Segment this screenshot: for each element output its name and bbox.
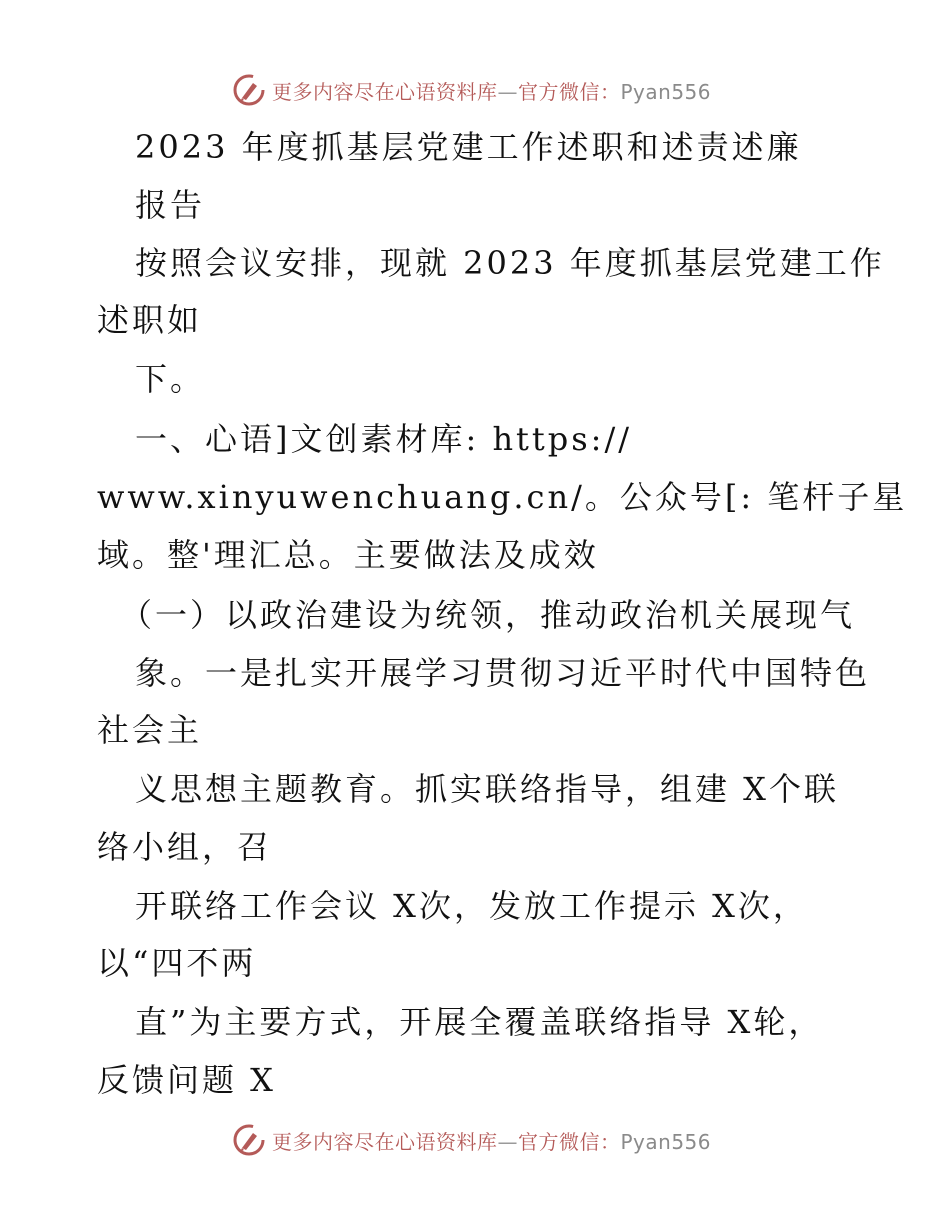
paragraph-line: www.xinyuwenchuang.cn/。公众号[: 笔杆子星 bbox=[97, 478, 908, 516]
paragraph-line: 域。整'理汇总。主要做法及成效 bbox=[97, 536, 599, 574]
watermark-text: 更多内容尽在心语资料库—官方微信：Pyan556 bbox=[272, 1129, 712, 1154]
paragraph-line: 下。 bbox=[135, 360, 206, 398]
paragraph-line: 述职如 bbox=[97, 301, 203, 339]
pen-logo-icon bbox=[232, 73, 266, 107]
paragraph-line: 社会主 bbox=[97, 711, 203, 749]
paragraph-line: 象。一是扎实开展学习贯彻习近平时代中国特色 bbox=[135, 654, 871, 692]
header-watermark bbox=[232, 70, 711, 110]
footer-watermark bbox=[232, 1120, 711, 1160]
subsection-heading-line: （一）以政治建设为统领，推动政治机关展现气 bbox=[120, 596, 856, 634]
pen-logo-icon bbox=[232, 1123, 266, 1157]
document-title-line-2: 报告 bbox=[135, 186, 206, 224]
section-heading-line: 一、心语]文创素材库: https:// bbox=[135, 420, 633, 458]
document-title-line-1: 2023 年度抓基层党建工作述职和述责述廉 bbox=[135, 128, 802, 166]
paragraph-line: 络小组，召 bbox=[97, 828, 273, 866]
watermark-text: 更多内容尽在心语资料库—官方微信：Pyan556 bbox=[272, 79, 712, 104]
paragraph-line: 义思想主题教育。抓实联络指导，组建 X个联 bbox=[135, 770, 839, 808]
paragraph-line: 以“四不两 bbox=[97, 944, 257, 982]
paragraph-line: 直”为主要方式，开展全覆盖联络指导 X轮， bbox=[135, 1003, 824, 1041]
paragraph-line: 开联络工作会议 X次，发放工作提示 X次， bbox=[135, 887, 808, 925]
paragraph-line: 按照会议安排，现就 2023 年度抓基层党建工作 bbox=[135, 244, 885, 282]
paragraph-line: 反馈问题 X bbox=[97, 1061, 276, 1099]
